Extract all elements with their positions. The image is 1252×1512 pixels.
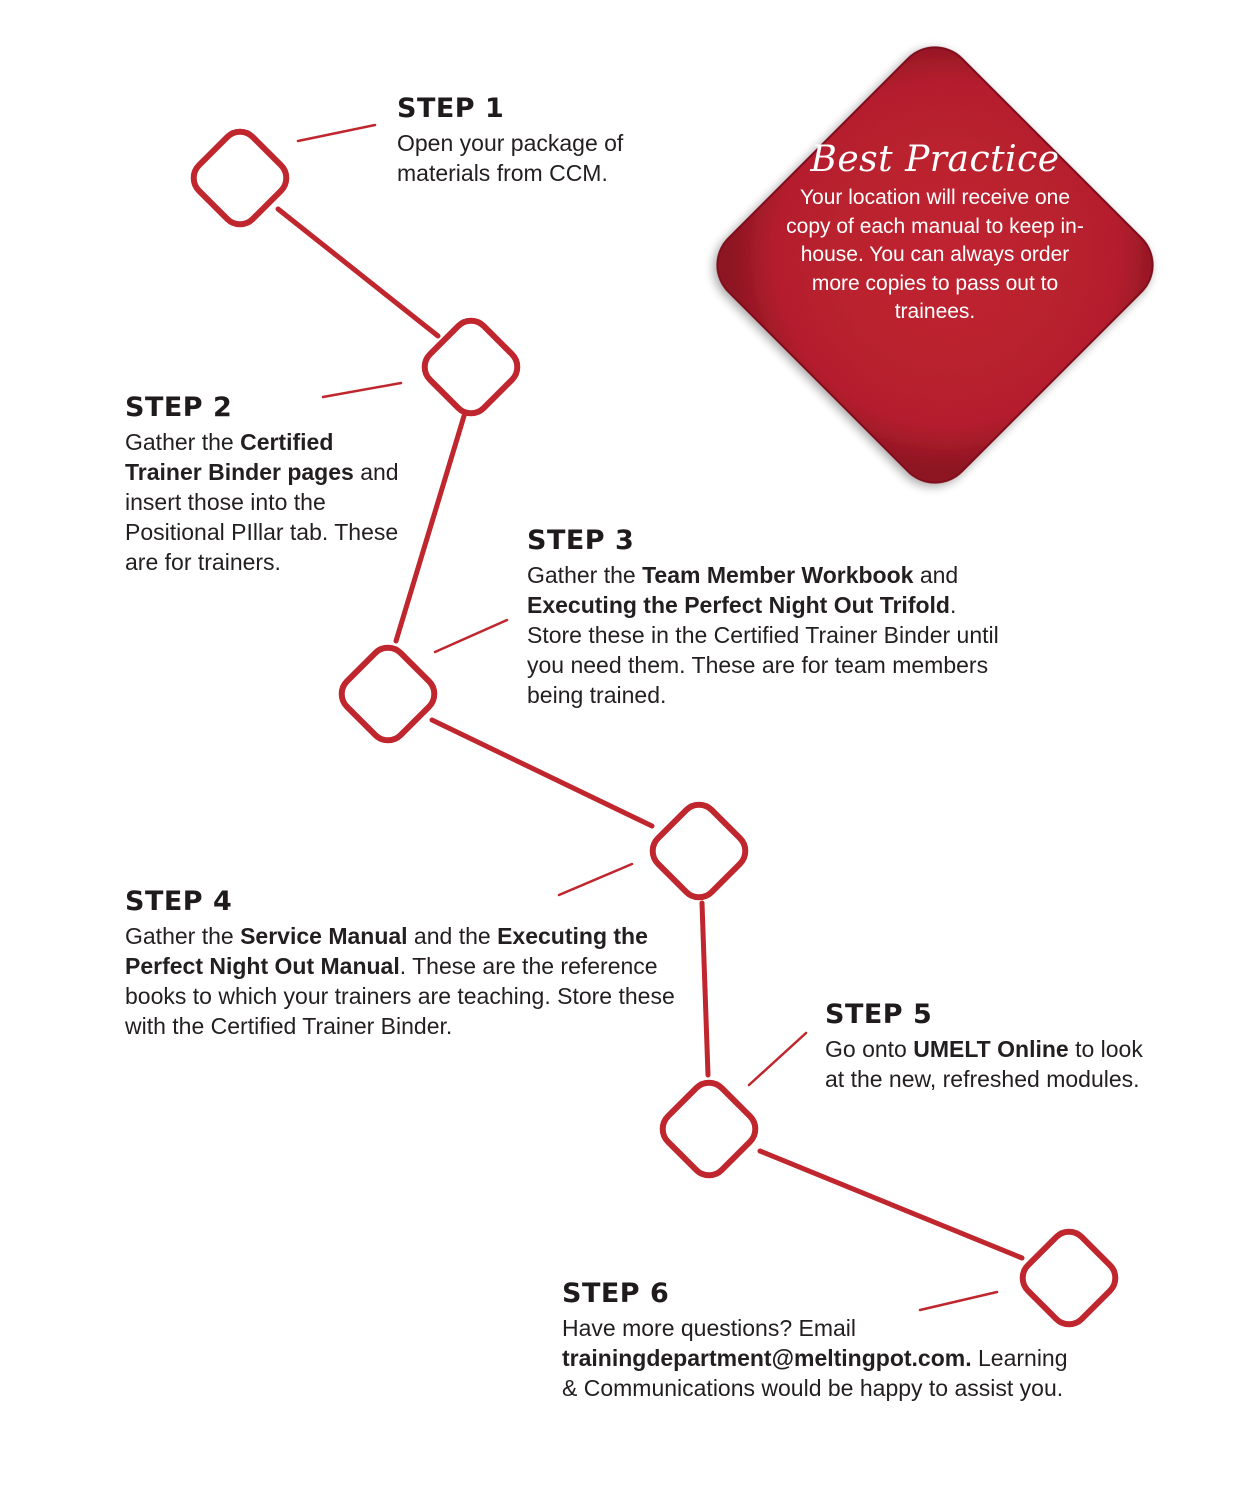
step-4-text-segment: and the xyxy=(407,923,498,949)
connector-4-5 xyxy=(702,903,708,1075)
step-2-body xyxy=(125,427,415,577)
connector-5-6 xyxy=(760,1151,1022,1258)
step-3-title: STEP 3 xyxy=(527,525,635,556)
step-node-5 xyxy=(655,1075,762,1182)
step-3-text-segment: and xyxy=(913,562,959,588)
step-4-text-segment: Gather the xyxy=(125,923,241,949)
step-4-text-segment: Service Manual xyxy=(240,923,408,949)
step-6-title: STEP 6 xyxy=(562,1278,670,1309)
best-practice-text xyxy=(780,138,1090,327)
connector-3-4 xyxy=(432,720,652,826)
step-3-text-segment: Team Member Workbook xyxy=(642,562,914,588)
best-practice-body: Your location will receive one copy of each manual to keep in-house. You can always order more copies to pass out to trainees. xyxy=(786,186,1084,323)
step-1-body xyxy=(397,128,687,188)
step-4-title: STEP 4 xyxy=(125,886,233,917)
step-3 xyxy=(527,525,1007,710)
step-2-text-segment: and insert those into the Positional PIllar tab. These are for trainers. xyxy=(125,459,399,575)
step-5-text-segment: UMELT Online xyxy=(913,1036,1069,1062)
step-4-text-segment: . These are the reference books to which your trainers are teaching. Store these with the Certified Trainer Binder. xyxy=(125,953,675,1039)
step-3-body xyxy=(527,560,1007,710)
step-6-text-segment: trainingdepartment@meltingpot.com. xyxy=(562,1345,972,1371)
step-node-1 xyxy=(186,124,293,231)
step-5-text-segment: Go onto xyxy=(825,1036,914,1062)
step-6-body xyxy=(562,1313,1072,1403)
step-1-text-segment: Open your package of materials from CCM. xyxy=(397,130,624,186)
step-4-text-segment: Executing the Perfect Night Out Manual xyxy=(125,923,648,979)
step-6-text-segment: Learning & Communications would be happy to assist you. xyxy=(562,1345,1068,1401)
step-2-title: STEP 2 xyxy=(125,392,233,423)
pointer-step-3 xyxy=(435,620,507,652)
step-3-text-segment: Executing the Perfect Night Out Trifold xyxy=(527,592,950,618)
step-node-3 xyxy=(334,640,441,747)
step-3-text-segment: Gather the xyxy=(527,562,643,588)
step-5-body xyxy=(825,1034,1155,1094)
step-3-text-segment: . Store these in the Certified Trainer Binder until you need them. These are for team members being trained. xyxy=(527,592,999,708)
step-2-text-segment: Gather the xyxy=(125,429,241,455)
step-1 xyxy=(397,93,687,188)
best-practice-title: Best Practice xyxy=(810,139,1060,180)
step-5-title: STEP 5 xyxy=(825,999,933,1030)
step-2-text-segment: Certified Trainer Binder pages xyxy=(125,429,354,485)
connector-1-2 xyxy=(278,209,438,336)
step-6 xyxy=(562,1278,1072,1403)
pointer-step-5 xyxy=(749,1033,806,1085)
step-4-body xyxy=(125,921,685,1041)
step-6-text-segment: Have more questions? Email xyxy=(562,1315,857,1341)
step-5 xyxy=(825,999,1155,1094)
pointer-step-1 xyxy=(298,125,375,141)
step-4 xyxy=(125,886,685,1041)
step-2 xyxy=(125,392,415,577)
step-1-title: STEP 1 xyxy=(397,93,505,124)
step-5-text-segment: to look at the new, refreshed modules. xyxy=(825,1036,1143,1092)
